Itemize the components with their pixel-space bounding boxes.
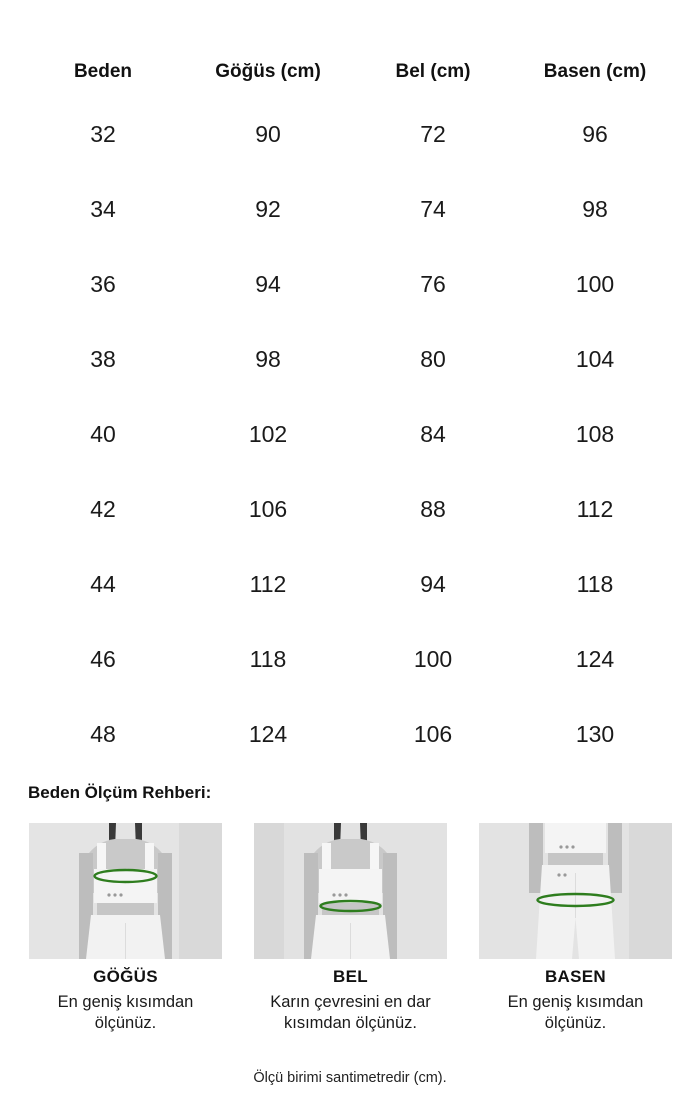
- table-row: [0, 189, 700, 229]
- guide-desc-chest: En geniş kısımdan ölçünüz.: [57, 993, 194, 1032]
- table-header-row: [0, 52, 700, 92]
- size-cell: 48: [90, 721, 116, 747]
- chest-cell: 90: [255, 121, 281, 147]
- size-cell: 36: [90, 271, 116, 297]
- unit-footnote: Ölçü birimi santimetredir (cm).: [253, 1070, 447, 1086]
- hip-cell: 112: [576, 496, 614, 522]
- guide-card-hip: [479, 823, 672, 1034]
- waist-cell: 84: [420, 421, 446, 447]
- table-row: [0, 564, 700, 604]
- table-row: [0, 414, 700, 454]
- guide-label-waist: BEL: [333, 967, 368, 986]
- size-cell: 38: [90, 346, 116, 372]
- size-cell: 40: [90, 421, 116, 447]
- waist-cell: 100: [413, 646, 453, 672]
- table-row: [0, 489, 700, 529]
- hip-cell: 96: [582, 121, 608, 147]
- header-basen: Basen (cm): [543, 61, 647, 82]
- table-row: [0, 264, 700, 304]
- chest-cell: 98: [255, 346, 281, 372]
- table-row: [0, 339, 700, 379]
- hip-cell: 124: [575, 646, 615, 672]
- waist-cell: 88: [420, 496, 446, 522]
- hip-cell: 108: [575, 421, 615, 447]
- hip-cell: 118: [576, 571, 614, 597]
- waist-cell: 80: [420, 346, 446, 372]
- header-gogus: Göğüs (cm): [215, 61, 321, 82]
- hip-measurement-photo: [479, 823, 672, 959]
- guide-label-hip: BASEN: [544, 967, 606, 986]
- header-bel: Bel (cm): [395, 61, 471, 82]
- size-cell: 44: [90, 571, 116, 597]
- guide-card-chest: [29, 823, 222, 1034]
- guide-card-waist: [254, 823, 447, 1034]
- guide-desc-waist: Karın çevresini en dar kısımdan ölçünüz.: [270, 993, 431, 1032]
- waist-cell: 94: [420, 571, 446, 597]
- guide-desc-hip: En geniş kısımdan ölçünüz.: [507, 993, 644, 1032]
- measurement-guide-title: Beden Ölçüm Rehberi:: [28, 783, 212, 802]
- hip-cell: 104: [575, 346, 615, 372]
- waist-measurement-photo: [254, 823, 447, 959]
- waist-cell: 74: [420, 196, 446, 222]
- waist-cell: 106: [413, 721, 453, 747]
- table-row: [0, 639, 700, 679]
- chest-cell: 102: [248, 421, 288, 447]
- table-row: [0, 114, 700, 154]
- waist-cell: 76: [420, 271, 446, 297]
- table-row: [0, 714, 700, 754]
- hip-cell: 130: [575, 721, 615, 747]
- chest-cell: 112: [249, 571, 287, 597]
- size-cell: 34: [90, 196, 116, 222]
- size-cell: 42: [90, 496, 116, 522]
- hip-cell: 100: [575, 271, 615, 297]
- chest-measurement-photo: [29, 823, 222, 959]
- chest-cell: 118: [249, 646, 287, 672]
- hip-cell: 98: [582, 196, 608, 222]
- header-beden: Beden: [73, 61, 133, 82]
- chest-cell: 92: [255, 196, 281, 222]
- waist-cell: 72: [420, 121, 446, 147]
- chest-cell: 124: [248, 721, 288, 747]
- size-cell: 46: [90, 646, 116, 672]
- chest-cell: 94: [255, 271, 281, 297]
- size-cell: 32: [90, 121, 116, 147]
- chest-cell: 106: [248, 496, 288, 522]
- guide-label-chest: GÖĞÜS: [93, 967, 158, 986]
